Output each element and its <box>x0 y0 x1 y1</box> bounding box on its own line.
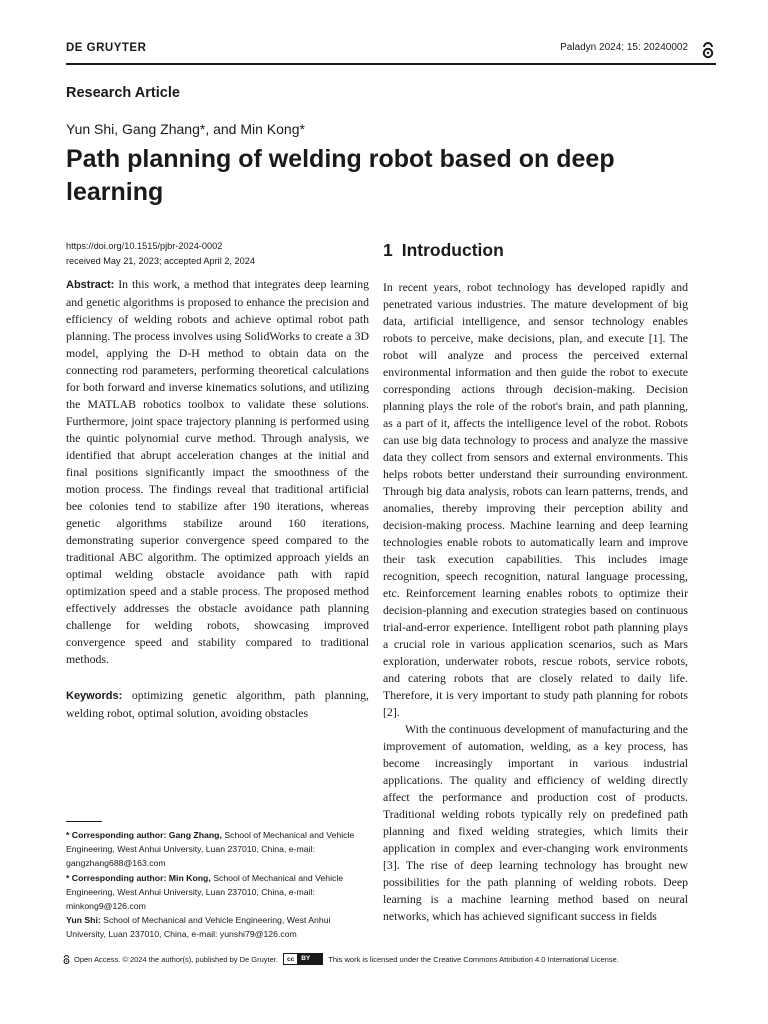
intro-paragraph-1: In recent years, robot technology has developed rapidly and penetrated various industries. The mature development of big data, artificial intelligence, and sensor technology enables robots to perceive, make decisions, plan, and execute [1]. The robot will analyze and process the perceived external environmental information and then guide the robot to execute corresponding actions through decision-making. Decision planning plays the role of the robot's brain, and path planning, as a part of it, affects the intelligence level of the robot. Robots can use big data technology to process and analyze the massive data they collect from sensors and external environments. This helps robots better understand their surrounding environment. Through big data analysis, robots can learn patterns, trends, and anomalies, thereby improving their perception ability and decision-making process. Machine learning and deep learning technologies enable robots to automatically learn and improve their task execution capabilities. This includes image recognition, speech recognition, natural language processing, etc. Reinforcement learning enables robots to optimize their decision-planning and execution strategies based on continuous trial-and-error experience. Intelligent robot path planning plays a crucial role in various application scenarios, such as Mars exploration, underwater robots, rescue robots, service robots, and catering robots that are closely related to daily life. Therefore, it is very important to study path planning for robots [2]. <box>383 280 688 719</box>
article-dates: received May 21, 2023; accepted April 2, 2024 <box>66 256 255 266</box>
open-access-icon <box>700 41 716 59</box>
license-footer <box>62 953 619 965</box>
section-number: 1 <box>383 240 393 260</box>
footnote-text: School of Mechanical and Vehicle Engineering, West Anhui University, Luan 237010, China, e-mail: gangzhang688@163.com <box>66 830 355 869</box>
cc-by-license-icon[interactable] <box>283 953 323 965</box>
keywords-text: optimizing genetic algorithm, path planning, welding robot, optimal solution, avoiding obstacles <box>66 688 369 720</box>
keywords-label: Keywords: <box>66 690 123 702</box>
footnote-text: School of Mechanical and Vehicle Engineering, West Anhui University, Luan 237010, China, e-mail: yunshi79@126.com <box>66 915 331 940</box>
footnote-yun-shi <box>66 913 369 941</box>
article-title: Path planning of welding robot based on deep learning <box>66 145 615 206</box>
footnote-label: * Corresponding author: Gang Zhang, <box>66 830 222 840</box>
footnote-text: School of Mechanical and Vehicle Engineering, West Anhui University, Luan 237010, China, e-mail: minkong9@126.com <box>66 872 344 912</box>
license-statement: This work is licensed under the Creative Commons Attribution 4.0 International License. <box>328 954 619 964</box>
journal-reference: Paladyn 2024; 15: 20240002 <box>560 42 688 53</box>
author-list: Yun Shi, Gang Zhang*, and Min Kong* <box>66 121 305 137</box>
article-type: Research Article <box>66 85 180 101</box>
introduction-body <box>383 279 688 925</box>
footnote-min-kong <box>66 871 369 914</box>
open-access-statement: Open Access. © 2024 the author(s), published by De Gruyter. <box>74 954 278 964</box>
abstract-text: In this work, a method that integrates deep learning and genetic algorithms is proposed to enhance the precision and efficiency of welding robots and achieve optimal robot path planning. The process involves using SolidWorks to create a 3D model, applying the D-H method to obtain data on the connecting rod parameters, performing theoretical calculations for both forward and inverse kinematics solutions, and utilizing the MATLAB robotics toolbox to validate these solutions. Furthermore, joint space trajectory planning is performed using the quintic polynomial curve method. Through analysis, we identified that abrupt acceleration changes at the initial and final positions significantly impact the smoothness of the motion process. The findings reveal that traditional artificial bee colonies tend to stabilize after 190 iterations, whereas genetic algorithms stabilize around 160 iterations, demonstrating superior convergence speed compared to the traditional ABC algorithm. The optimized approach yields an optimal welding obstacle avoidance path with rapid optimization speed and a stable process. The proposed method effectively addresses the obstacle avoidance path planning challenge for welding robots, showcasing improved convergence speed and stability compared to traditional methods. <box>66 277 369 666</box>
footnote-label: * Corresponding author: Min Kong, <box>66 872 211 883</box>
cc-label: cc <box>284 956 297 963</box>
footnote-label: Yun Shi: <box>66 915 101 926</box>
footnote-divider <box>66 821 102 822</box>
by-label: BY <box>297 954 322 964</box>
abstract <box>66 276 369 668</box>
footnotes <box>66 828 369 942</box>
doi-link[interactable]: https://doi.org/10.1515/pjbr-2024-0002 <box>66 241 223 251</box>
intro-paragraph-2: With the continuous development of manufacturing and the improvement of automation, welding, as a key process, has become increasingly important in various industrial applications. The quality and efficiency of welding directly affect the performance and production cost of products. Traditional welding robots typically rely on predefined path planning and fixed welding strategies, which limits their application in complex and ever-changing work environments [3]. The rise of deep learning technology has brought new possibilities for the path planning of welding robots. Deep learning is a machine learning method based on neural networks, which has achieved significant success in fields <box>383 722 688 923</box>
abstract-label: Abstract: <box>66 279 115 291</box>
open-access-icon <box>62 954 71 965</box>
header-divider <box>66 63 716 65</box>
keywords <box>66 687 369 722</box>
section-heading-introduction <box>383 240 504 261</box>
publisher-name: DE GRUYTER <box>66 42 147 54</box>
section-title: Introduction <box>401 240 504 260</box>
footnote-gang-zhang <box>66 828 369 871</box>
article-meta <box>66 239 255 269</box>
